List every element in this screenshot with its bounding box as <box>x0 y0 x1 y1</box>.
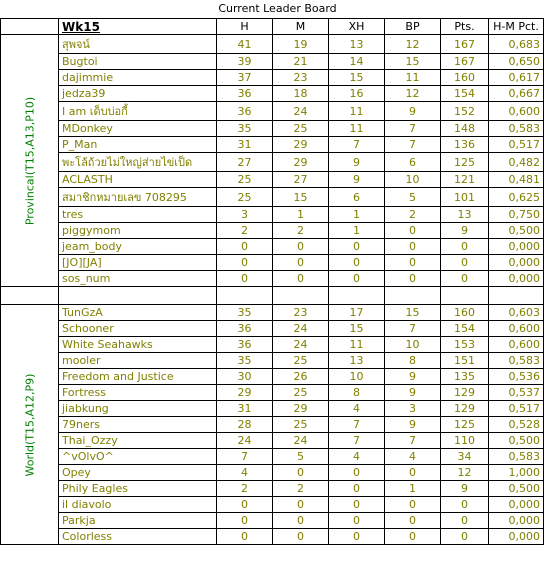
pts-cell[interactable]: 167 <box>441 54 489 70</box>
xh-cell[interactable]: 0 <box>329 513 385 529</box>
h-cell[interactable]: 35 <box>217 353 273 369</box>
player-name-cell[interactable]: dajimmie <box>59 70 217 86</box>
pts-cell[interactable]: 0 <box>441 255 489 271</box>
pct-cell[interactable]: 0,000 <box>489 497 544 513</box>
h-cell[interactable]: 39 <box>217 54 273 70</box>
table-row <box>1 305 544 321</box>
empty-cell[interactable] <box>1 287 59 305</box>
bp-cell[interactable]: 9 <box>385 369 441 385</box>
xh-cell[interactable]: 11 <box>329 102 385 121</box>
table-row <box>1 401 544 417</box>
bp-cell[interactable]: 6 <box>385 153 441 172</box>
week-label[interactable]: Wk15 <box>59 19 217 35</box>
leaderboard-title: Current Leader Board <box>218 2 337 15</box>
bp-cell[interactable]: 12 <box>385 86 441 102</box>
h-cell[interactable]: 37 <box>217 70 273 86</box>
pct-cell[interactable]: 0,000 <box>489 529 544 545</box>
table-row <box>1 121 544 137</box>
h-cell[interactable]: 0 <box>217 497 273 513</box>
column-header-pts[interactable]: Pts. <box>441 19 489 35</box>
table-row <box>1 153 544 172</box>
xh-cell[interactable]: 1 <box>329 223 385 239</box>
m-cell[interactable]: 0 <box>273 239 329 255</box>
player-name-cell[interactable]: il diavolo <box>59 497 217 513</box>
empty-cell[interactable] <box>441 287 489 305</box>
xh-cell[interactable]: 0 <box>329 465 385 481</box>
bp-cell[interactable]: 9 <box>385 385 441 401</box>
h-cell[interactable]: 2 <box>217 223 273 239</box>
pct-cell[interactable]: 0,482 <box>489 153 544 172</box>
xh-cell[interactable]: 13 <box>329 353 385 369</box>
pct-cell[interactable]: 0,683 <box>489 35 544 54</box>
table-row <box>1 137 544 153</box>
h-cell[interactable]: 3 <box>217 207 273 223</box>
pct-cell[interactable]: 1,000 <box>489 465 544 481</box>
xh-cell[interactable]: 11 <box>329 121 385 137</box>
xh-cell[interactable]: 0 <box>329 239 385 255</box>
bp-cell[interactable]: 7 <box>385 137 441 153</box>
h-cell[interactable]: 2 <box>217 481 273 497</box>
m-cell[interactable]: 29 <box>273 153 329 172</box>
xh-cell[interactable]: 0 <box>329 255 385 271</box>
pct-cell[interactable]: 0,500 <box>489 223 544 239</box>
table-row <box>1 223 544 239</box>
pct-cell[interactable]: 0,481 <box>489 172 544 188</box>
m-cell[interactable]: 23 <box>273 305 329 321</box>
xh-cell[interactable]: 11 <box>329 337 385 353</box>
player-name-cell[interactable]: MDonkey <box>59 121 217 137</box>
table-row <box>1 102 544 121</box>
bp-cell[interactable]: 1 <box>385 481 441 497</box>
h-cell[interactable]: 7 <box>217 449 273 465</box>
pct-cell[interactable]: 0,617 <box>489 70 544 86</box>
h-cell[interactable]: 25 <box>217 188 273 207</box>
pts-cell[interactable]: 160 <box>441 70 489 86</box>
pct-cell[interactable]: 0,600 <box>489 321 544 337</box>
h-cell[interactable]: 0 <box>217 529 273 545</box>
m-cell[interactable]: 0 <box>273 465 329 481</box>
player-name-cell[interactable]: Phily Eagles <box>59 481 217 497</box>
pct-cell[interactable]: 0,583 <box>489 449 544 465</box>
player-name-cell[interactable]: Parkja <box>59 513 217 529</box>
bp-cell[interactable]: 9 <box>385 102 441 121</box>
xh-cell[interactable]: 15 <box>329 70 385 86</box>
empty-cell[interactable] <box>489 287 544 305</box>
table-row <box>1 86 544 102</box>
bp-cell[interactable]: 0 <box>385 271 441 287</box>
group-separator-row <box>1 287 544 305</box>
group-label-text: World(T15,A12,P9) <box>23 373 36 476</box>
m-cell[interactable]: 0 <box>273 255 329 271</box>
pts-cell[interactable]: 167 <box>441 35 489 54</box>
table-row <box>1 271 544 287</box>
h-cell[interactable]: 0 <box>217 271 273 287</box>
m-cell[interactable]: 27 <box>273 172 329 188</box>
h-cell[interactable]: 35 <box>217 305 273 321</box>
m-cell[interactable]: 29 <box>273 401 329 417</box>
h-cell[interactable]: 29 <box>217 385 273 401</box>
xh-cell[interactable]: 0 <box>329 271 385 287</box>
player-name-cell[interactable]: piggymom <box>59 223 217 239</box>
player-name-cell[interactable]: P_Man <box>59 137 217 153</box>
m-cell[interactable]: 25 <box>273 417 329 433</box>
bp-cell[interactable]: 10 <box>385 337 441 353</box>
player-name-cell[interactable]: I am เด็บบ่อกี้ <box>59 102 217 121</box>
xh-cell[interactable]: 17 <box>329 305 385 321</box>
h-cell[interactable]: 36 <box>217 102 273 121</box>
xh-cell[interactable]: 15 <box>329 321 385 337</box>
m-cell[interactable]: 5 <box>273 449 329 465</box>
xh-cell[interactable]: 13 <box>329 35 385 54</box>
pts-cell[interactable]: 101 <box>441 188 489 207</box>
h-cell[interactable]: 0 <box>217 255 273 271</box>
pct-cell[interactable]: 0,500 <box>489 481 544 497</box>
pts-cell[interactable]: 151 <box>441 353 489 369</box>
table-row <box>1 70 544 86</box>
table-row <box>1 188 544 207</box>
pct-cell[interactable]: 0,603 <box>489 305 544 321</box>
table-row <box>1 207 544 223</box>
group-label-text: Provincal(T15,A13,P10) <box>23 96 36 225</box>
pct-cell[interactable]: 0,528 <box>489 417 544 433</box>
h-cell[interactable]: 24 <box>217 433 273 449</box>
m-cell[interactable]: 0 <box>273 529 329 545</box>
pts-cell[interactable]: 125 <box>441 417 489 433</box>
pct-cell[interactable]: 0,583 <box>489 121 544 137</box>
pct-cell[interactable]: 0,517 <box>489 401 544 417</box>
pts-cell[interactable]: 160 <box>441 305 489 321</box>
h-cell[interactable]: 4 <box>217 465 273 481</box>
pct-cell[interactable]: 0,583 <box>489 353 544 369</box>
m-cell[interactable]: 25 <box>273 121 329 137</box>
table-row <box>1 481 544 497</box>
player-name-cell[interactable]: 79ners <box>59 417 217 433</box>
table-row <box>1 385 544 401</box>
player-name-cell[interactable]: [JO][JA] <box>59 255 217 271</box>
bp-cell[interactable]: 4 <box>385 449 441 465</box>
xh-cell[interactable]: 8 <box>329 385 385 401</box>
table-row <box>1 255 544 271</box>
xh-cell[interactable]: 0 <box>329 529 385 545</box>
pct-cell[interactable]: 0,500 <box>489 433 544 449</box>
provincial-group-label[interactable] <box>1 35 59 287</box>
table-row <box>1 321 544 337</box>
player-name-cell[interactable]: jiabkung <box>59 401 217 417</box>
table-row <box>1 417 544 433</box>
player-name-cell[interactable]: Thai_Ozzy <box>59 433 217 449</box>
pts-cell[interactable]: 129 <box>441 401 489 417</box>
pts-cell[interactable]: 110 <box>441 433 489 449</box>
bp-cell[interactable]: 8 <box>385 353 441 369</box>
world-group-label[interactable] <box>1 305 59 545</box>
m-cell[interactable]: 26 <box>273 369 329 385</box>
pct-cell[interactable]: 0,517 <box>489 137 544 153</box>
m-cell[interactable]: 24 <box>273 102 329 121</box>
pct-cell[interactable]: 0,537 <box>489 385 544 401</box>
table-row <box>1 513 544 529</box>
bp-cell[interactable]: 0 <box>385 223 441 239</box>
xh-cell[interactable]: 0 <box>329 481 385 497</box>
pts-cell[interactable]: 13 <box>441 207 489 223</box>
pct-cell[interactable]: 0,650 <box>489 54 544 70</box>
pts-cell[interactable]: 148 <box>441 121 489 137</box>
xh-cell[interactable]: 6 <box>329 188 385 207</box>
pts-cell[interactable]: 9 <box>441 481 489 497</box>
h-cell[interactable]: 31 <box>217 401 273 417</box>
m-cell[interactable]: 2 <box>273 481 329 497</box>
xh-cell[interactable]: 14 <box>329 54 385 70</box>
xh-cell[interactable]: 9 <box>329 172 385 188</box>
pct-cell[interactable]: 0,667 <box>489 86 544 102</box>
m-cell[interactable]: 24 <box>273 433 329 449</box>
player-name-cell[interactable]: สุพจน์ <box>59 35 217 54</box>
m-cell[interactable]: 15 <box>273 188 329 207</box>
pts-cell[interactable]: 129 <box>441 385 489 401</box>
pct-cell[interactable]: 0,000 <box>489 513 544 529</box>
player-name-cell[interactable]: พะโล้ถ้วยไม่ใหญ่ส่ายไข่เป็ด <box>59 153 217 172</box>
player-name-cell[interactable]: jedza39 <box>59 86 217 102</box>
m-cell[interactable]: 19 <box>273 35 329 54</box>
pct-cell[interactable]: 0,000 <box>489 255 544 271</box>
bp-cell[interactable]: 3 <box>385 401 441 417</box>
h-cell[interactable]: 27 <box>217 153 273 172</box>
player-name-cell[interactable]: jeam_body <box>59 239 217 255</box>
pts-cell[interactable]: 154 <box>441 321 489 337</box>
column-header-xh[interactable]: XH <box>329 19 385 35</box>
empty-cell[interactable] <box>385 287 441 305</box>
h-cell[interactable]: 36 <box>217 86 273 102</box>
table-row <box>1 369 544 385</box>
pts-cell[interactable]: 0 <box>441 529 489 545</box>
xh-cell[interactable]: 7 <box>329 433 385 449</box>
pct-cell[interactable]: 0,000 <box>489 239 544 255</box>
pct-cell[interactable]: 0,536 <box>489 369 544 385</box>
h-cell[interactable]: 30 <box>217 369 273 385</box>
table-row <box>1 35 544 54</box>
bp-cell[interactable]: 2 <box>385 207 441 223</box>
pct-cell[interactable]: 0,600 <box>489 337 544 353</box>
pts-cell[interactable]: 0 <box>441 497 489 513</box>
pts-cell[interactable]: 12 <box>441 465 489 481</box>
pct-cell[interactable]: 0,600 <box>489 102 544 121</box>
pct-cell[interactable]: 0,750 <box>489 207 544 223</box>
pts-cell[interactable]: 152 <box>441 102 489 121</box>
xh-cell[interactable]: 9 <box>329 153 385 172</box>
header-corner-cell[interactable] <box>1 19 59 35</box>
bp-cell[interactable]: 0 <box>385 255 441 271</box>
bp-cell[interactable]: 9 <box>385 417 441 433</box>
table-row <box>1 353 544 369</box>
header-row <box>1 19 544 35</box>
table-row <box>1 172 544 188</box>
pts-cell[interactable]: 9 <box>441 223 489 239</box>
player-name-cell[interactable]: ^vOlvO^ <box>59 449 217 465</box>
table-row <box>1 337 544 353</box>
bp-cell[interactable]: 15 <box>385 305 441 321</box>
pts-cell[interactable]: 136 <box>441 137 489 153</box>
table-row <box>1 54 544 70</box>
m-cell[interactable]: 25 <box>273 353 329 369</box>
pts-cell[interactable]: 154 <box>441 86 489 102</box>
xh-cell[interactable]: 4 <box>329 401 385 417</box>
m-cell[interactable]: 0 <box>273 513 329 529</box>
bp-cell[interactable]: 0 <box>385 497 441 513</box>
pts-cell[interactable]: 34 <box>441 449 489 465</box>
pct-cell[interactable]: 0,000 <box>489 271 544 287</box>
pct-cell[interactable]: 0,625 <box>489 188 544 207</box>
player-name-cell[interactable]: Opey <box>59 465 217 481</box>
h-cell[interactable]: 0 <box>217 513 273 529</box>
h-cell[interactable]: 35 <box>217 121 273 137</box>
player-name-cell[interactable]: Schooner <box>59 321 217 337</box>
xh-cell[interactable]: 4 <box>329 449 385 465</box>
bp-cell[interactable]: 0 <box>385 529 441 545</box>
xh-cell[interactable]: 1 <box>329 207 385 223</box>
m-cell[interactable]: 24 <box>273 337 329 353</box>
player-name-cell[interactable]: TunGzA <box>59 305 217 321</box>
pts-cell[interactable]: 121 <box>441 172 489 188</box>
player-name-cell[interactable]: Bugtoi <box>59 54 217 70</box>
xh-cell[interactable]: 7 <box>329 137 385 153</box>
h-cell[interactable]: 25 <box>217 172 273 188</box>
bp-cell[interactable]: 12 <box>385 35 441 54</box>
player-name-cell[interactable]: tres <box>59 207 217 223</box>
m-cell[interactable]: 1 <box>273 207 329 223</box>
bp-cell[interactable]: 11 <box>385 70 441 86</box>
m-cell[interactable]: 23 <box>273 70 329 86</box>
pts-cell[interactable]: 125 <box>441 153 489 172</box>
table-row <box>1 239 544 255</box>
bp-cell[interactable]: 7 <box>385 433 441 449</box>
xh-cell[interactable]: 7 <box>329 417 385 433</box>
player-name-cell[interactable]: sos_num <box>59 271 217 287</box>
bp-cell[interactable]: 7 <box>385 321 441 337</box>
m-cell[interactable]: 0 <box>273 497 329 513</box>
player-name-cell[interactable]: mooler <box>59 353 217 369</box>
pts-cell[interactable]: 0 <box>441 239 489 255</box>
player-name-cell[interactable]: สมาชิกหมายเลข 708295 <box>59 188 217 207</box>
table-row <box>1 529 544 545</box>
pts-cell[interactable]: 153 <box>441 337 489 353</box>
xh-cell[interactable]: 0 <box>329 497 385 513</box>
leaderboard-table <box>0 18 544 545</box>
column-header-pct[interactable]: H-M Pct. <box>489 19 544 35</box>
column-header-h[interactable]: H <box>217 19 273 35</box>
bp-cell[interactable]: 5 <box>385 188 441 207</box>
h-cell[interactable]: 36 <box>217 321 273 337</box>
player-name-cell[interactable]: White Seahawks <box>59 337 217 353</box>
m-cell[interactable]: 29 <box>273 137 329 153</box>
xh-cell[interactable]: 16 <box>329 86 385 102</box>
table-row <box>1 465 544 481</box>
pts-cell[interactable]: 0 <box>441 271 489 287</box>
bp-cell[interactable]: 7 <box>385 121 441 137</box>
h-cell[interactable]: 0 <box>217 239 273 255</box>
table-row <box>1 497 544 513</box>
m-cell[interactable]: 2 <box>273 223 329 239</box>
m-cell[interactable]: 21 <box>273 54 329 70</box>
bp-cell[interactable]: 0 <box>385 465 441 481</box>
empty-cell[interactable] <box>217 287 273 305</box>
h-cell[interactable]: 36 <box>217 337 273 353</box>
pts-cell[interactable]: 135 <box>441 369 489 385</box>
player-name-cell[interactable]: Freedom and Justice <box>59 369 217 385</box>
bp-cell[interactable]: 15 <box>385 54 441 70</box>
bp-cell[interactable]: 10 <box>385 172 441 188</box>
player-name-cell[interactable]: ACLASTH <box>59 172 217 188</box>
player-name-cell[interactable]: Fortress <box>59 385 217 401</box>
empty-cell[interactable] <box>273 287 329 305</box>
bp-cell[interactable]: 0 <box>385 239 441 255</box>
m-cell[interactable]: 0 <box>273 271 329 287</box>
h-cell[interactable]: 31 <box>217 137 273 153</box>
column-header-m[interactable]: M <box>273 19 329 35</box>
pts-cell[interactable]: 0 <box>441 513 489 529</box>
table-row <box>1 433 544 449</box>
column-header-bp[interactable]: BP <box>385 19 441 35</box>
h-cell[interactable]: 41 <box>217 35 273 54</box>
h-cell[interactable]: 28 <box>217 417 273 433</box>
m-cell[interactable]: 24 <box>273 321 329 337</box>
player-name-cell[interactable]: Colorless <box>59 529 217 545</box>
m-cell[interactable]: 25 <box>273 385 329 401</box>
bp-cell[interactable]: 0 <box>385 513 441 529</box>
table-row <box>1 449 544 465</box>
empty-cell[interactable] <box>59 287 217 305</box>
m-cell[interactable]: 18 <box>273 86 329 102</box>
empty-cell[interactable] <box>329 287 385 305</box>
xh-cell[interactable]: 10 <box>329 369 385 385</box>
